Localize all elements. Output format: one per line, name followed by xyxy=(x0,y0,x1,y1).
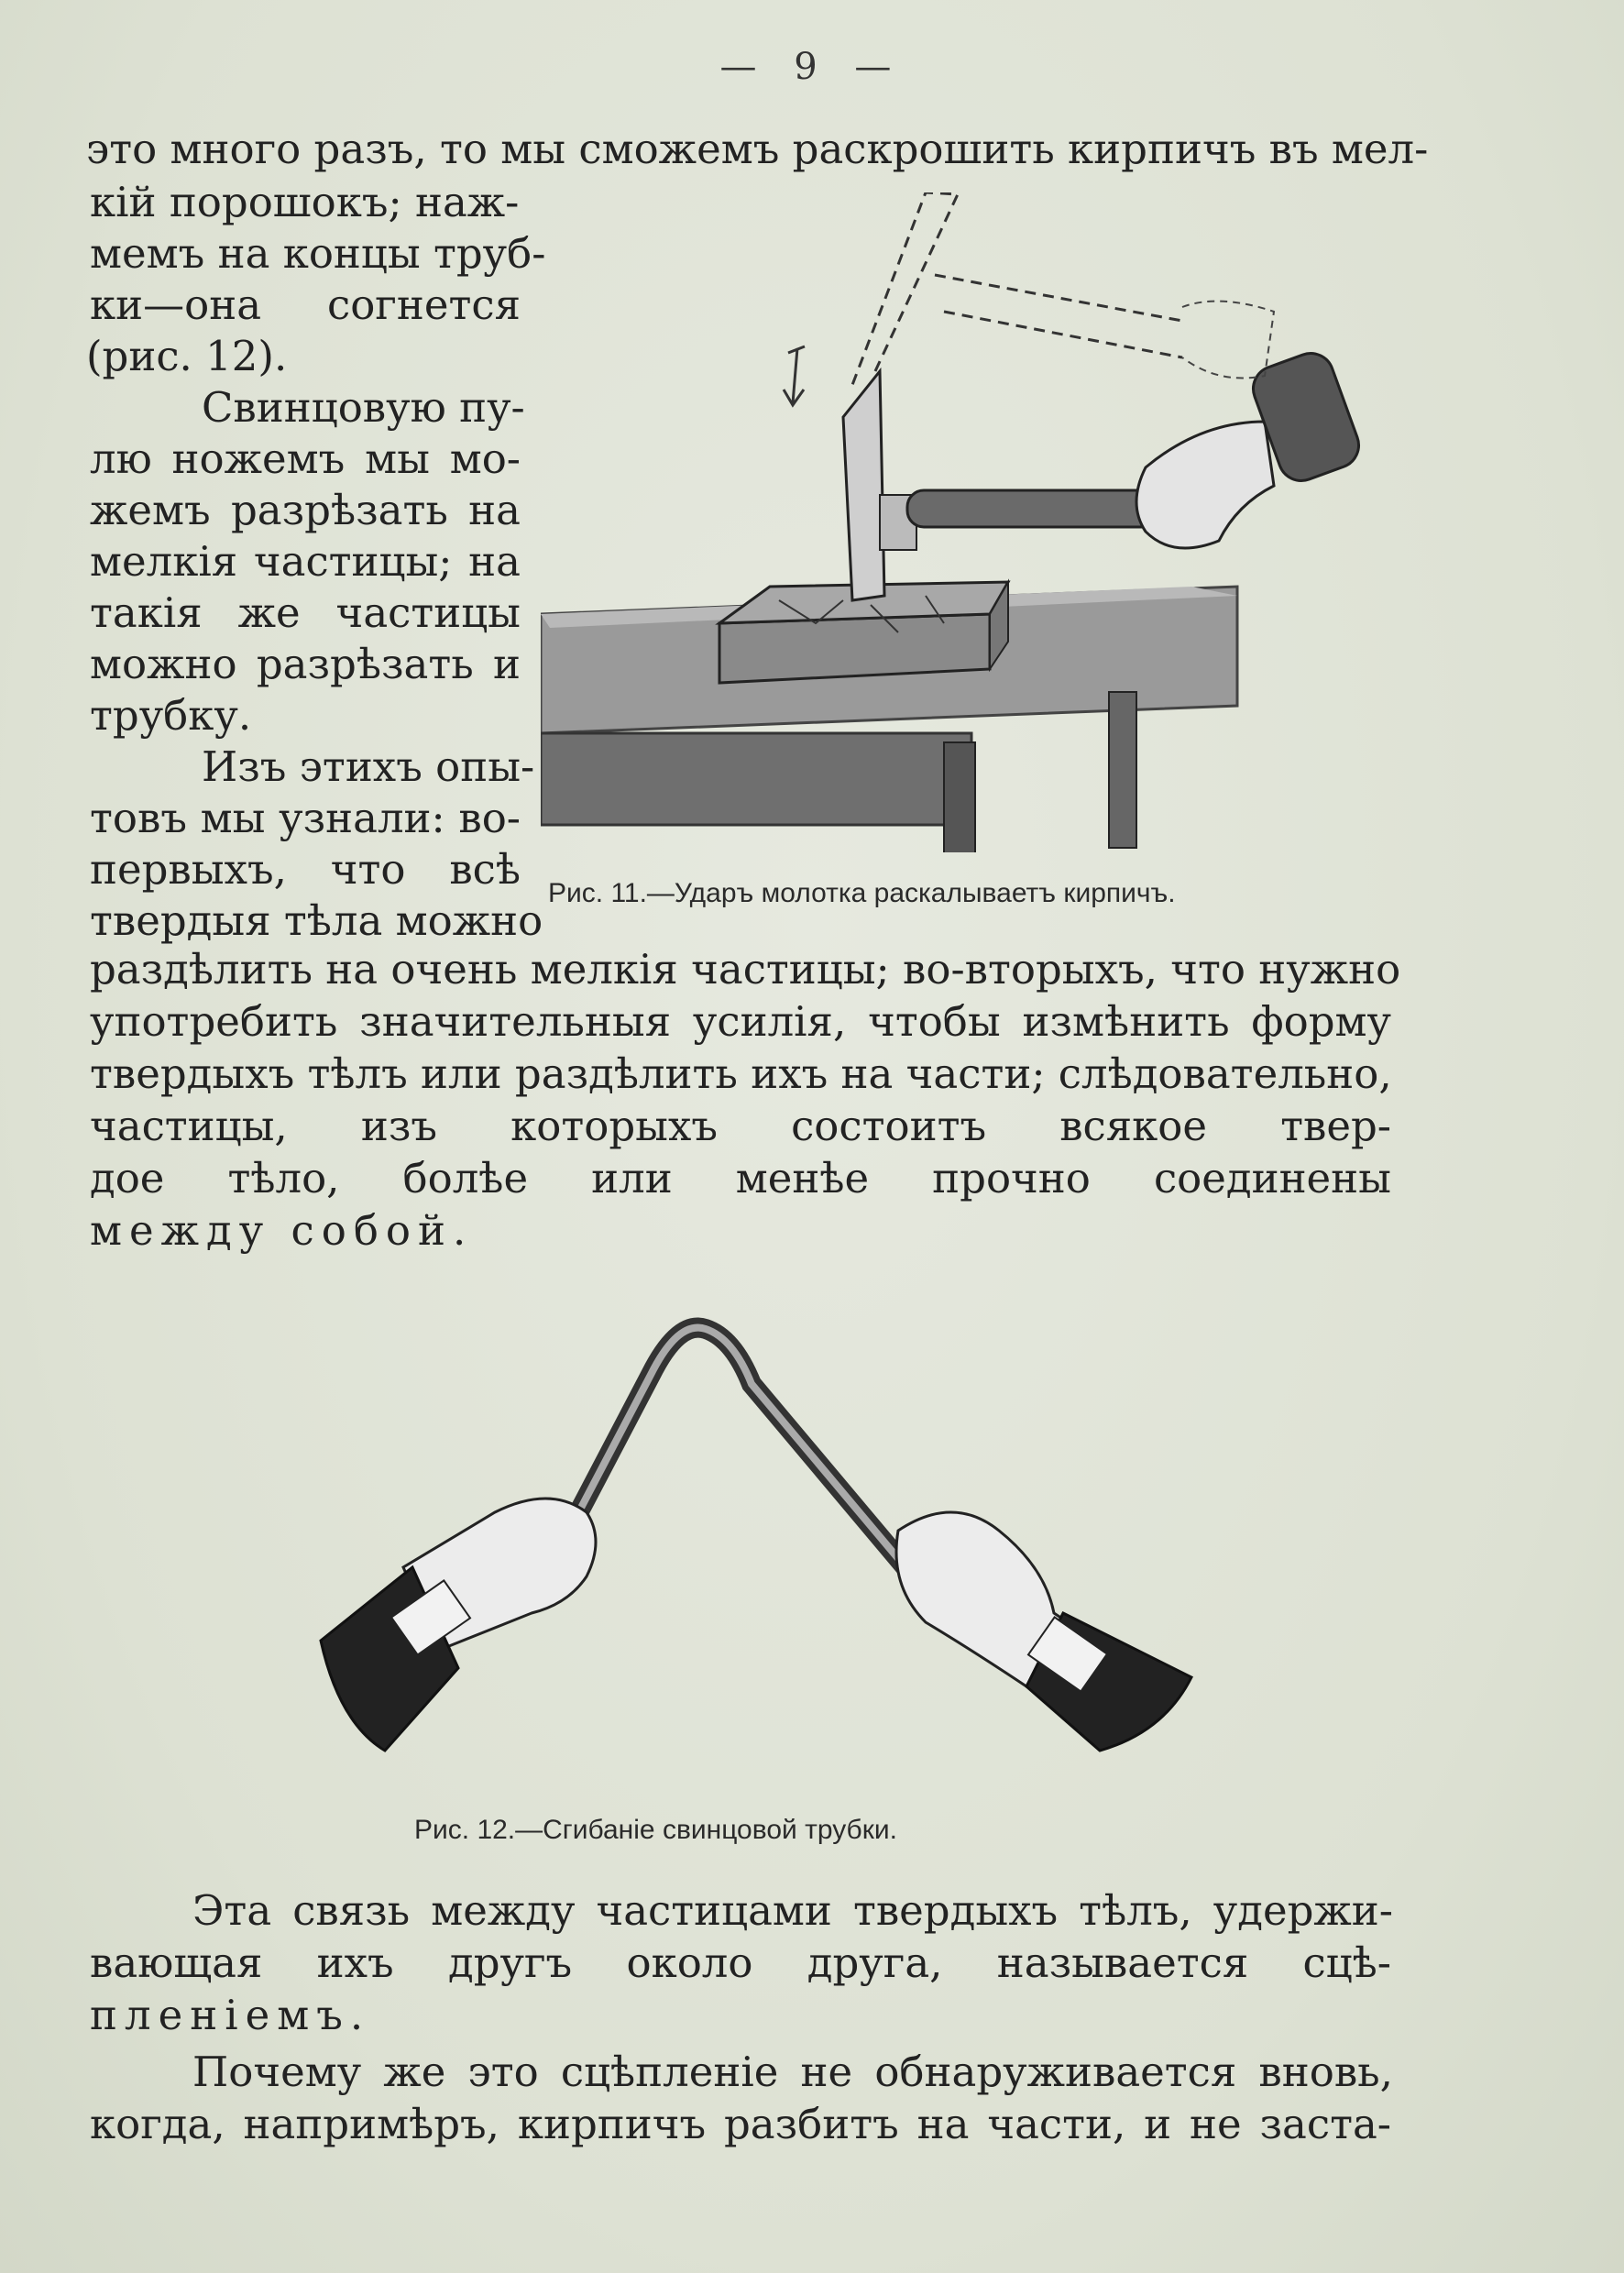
text-line: лю ножемъ мы мо- xyxy=(90,434,521,483)
text-line: мемъ на концы труб- xyxy=(90,229,546,278)
text-line: (рис. 12). xyxy=(86,332,288,380)
text-line: Изъ этихъ опы- xyxy=(202,742,535,791)
text-line: между собой. xyxy=(90,1206,474,1255)
text-line: частицы, изъ которыхъ состоитъ всякое твер- xyxy=(90,1102,1391,1150)
figure-12-caption: Рис. 12.—Сгибаніе свинцовой трубки. xyxy=(414,1815,897,1845)
text-line: вающая ихъ другъ около друга, называется сцѣ- xyxy=(90,1938,1391,1987)
figure-11-caption: Рис. 11.—Ударъ молотка раскалываетъ кирпичъ. xyxy=(548,878,1176,908)
text-line: трубку. xyxy=(90,691,252,740)
text-line: дое тѣло, болѣе или менѣе прочно соединены xyxy=(90,1154,1391,1202)
text-line: первыхъ, что всѣ xyxy=(90,845,521,894)
text-line: Эта связь между частицами твердыхъ тѣлъ, удержи- xyxy=(192,1886,1393,1935)
text-line: твердыя тѣла можно xyxy=(90,896,543,945)
text-line: раздѣлить на очень мелкія частицы; во-вторыхъ, что нужно xyxy=(90,945,1401,994)
text-line: твердыхъ тѣлъ или раздѣлить ихъ на части; слѣдовательно, xyxy=(90,1049,1392,1098)
page-number: — 9 — xyxy=(719,46,905,88)
text-line: пленіемъ. xyxy=(90,1991,371,2039)
text-line: такія же частицы xyxy=(90,588,521,637)
text-line: когда, напримѣръ, кирпичъ разбитъ на части, и не заста- xyxy=(90,2100,1391,2148)
text-line: кій порошокъ; наж- xyxy=(90,178,520,226)
text-line: Почему же это сцѣпленіе не обнаруживается вновь, xyxy=(192,2048,1393,2096)
text-line: это много разъ, то мы сможемъ раскрошить кирпичъ въ мел- xyxy=(86,125,1429,173)
text-line: можно разрѣзать и xyxy=(90,640,521,688)
text-line: употребить значительныя усилія, чтобы измѣнить форму xyxy=(90,997,1391,1046)
text-line: Свинцовую пу- xyxy=(202,383,525,432)
text-line: товъ мы узнали: во- xyxy=(90,794,521,842)
text-line: жемъ разрѣзать на xyxy=(90,486,521,534)
text-line: мелкія частицы; на xyxy=(90,537,521,586)
figure-12-bending-pipe xyxy=(312,1265,1210,1778)
text-line: ки—она согнется xyxy=(90,280,521,329)
figure-11-hammer-brick xyxy=(541,192,1384,852)
